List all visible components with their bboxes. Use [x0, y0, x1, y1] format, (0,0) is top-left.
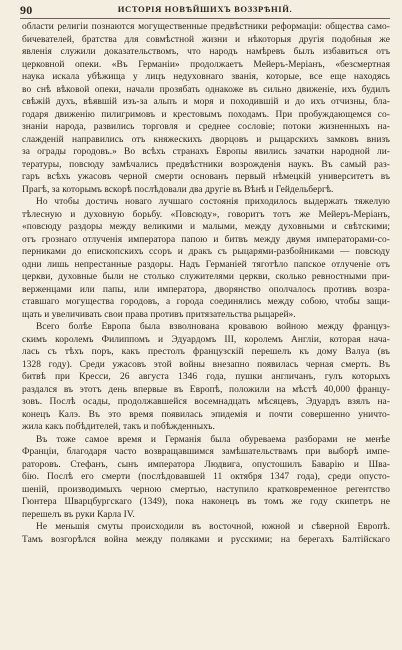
text-line: отъ грознаго отлученія императора папою и битвъ между двумя императорами-со- [22, 234, 390, 245]
page-number: 90 [20, 3, 33, 17]
text-line: церковной опеки. «Въ Германіи» продолжаетъ Мейеръ-Меріанъ, «безсмертная [22, 59, 390, 70]
text-line: за ограды городовъ.» Во всѣхъ странахъ Европы явились зачатки народной ли- [22, 147, 390, 157]
text-line: верженцами или папы, или императора, дворянство ополчалось противъ возра- [22, 284, 390, 295]
text-line: во снѣ вѣковой опеки, начали прозябать однакоже въ сильно движеніе, ихъ будилъ [22, 84, 390, 95]
text-line: Гюнтера Шварцбургскаго (1349), пока наконецъ въ томъ же году скипетръ не [22, 497, 390, 507]
text-line: Прагѣ, за которымъ вскорѣ послѣдовали два другіе въ Вѣнѣ и Гейдельбергѣ. [22, 184, 334, 195]
text-line: битвѣ при Кресси, 26 августа 1346 года, пушки англичанъ, гулъ которыхъ [22, 372, 390, 382]
text-line: Тамъ возгорѣлся война между поляками и русскими; на берегахъ Балтійскаго [22, 534, 390, 545]
text-line: тѣлесную и духовную борьбу. «Повсюду», говоритъ тотъ же Мейеръ-Меріанъ, [22, 209, 390, 220]
text-line: раздался въ этотъ день впервые въ Европѣ, положили на мѣстѣ 40,000 францу- [22, 384, 390, 395]
text-line: одни лишь непрестанные раздоры. Надъ Германіей тяготѣло папское отлученіе отъ [22, 259, 390, 270]
text-line: конецъ Калэ. Въ это время появилась эпидемія и почти совершенно уничто- [22, 409, 390, 420]
text-line: 1328 году). Среди ужасовъ этой войны внезапно появилась черная смерть. Въ [22, 359, 390, 370]
text-line: перешелъ въ руки Карла IV. [22, 509, 135, 520]
text-line: Всего болѣе Европа была взволнована кровавою войною между француз- [36, 322, 390, 332]
text-line: щать и увеличивать свои права противъ притязательства рыцарей». [22, 309, 296, 320]
text-line: раторовъ. Стефанъ, сынъ императора Людвига, опустошилъ Баварію и Шва- [22, 459, 390, 470]
text-line: знаніи народа, развились торговля и среднее сословіе; потоки жизненныхъ на- [22, 122, 390, 132]
text-line: церкви, духовные были не столько служителями церкви, сколько ревностными при- [22, 272, 390, 282]
text-line: годаря движенію пилигримовъ и крестовымъ походамъ. При пробуждающемся со- [22, 109, 390, 120]
text-line: явленія служили доказательствомъ, что народъ намѣревъ былъ избавиться отъ [22, 47, 390, 57]
text-line: слажденій направились отъ княжескихъ дворцовъ и рыцарскихъ замковъ внизъ [22, 134, 390, 145]
header-rule [20, 18, 390, 19]
text-line: Не меньшія смуты происходили въ восточной, южной и сѣверной Европѣ. [36, 522, 390, 532]
running-title: ИСТОРІЯ НОВѢЙШИХЪ ВОЗЗРѢНІЙ. [117, 4, 293, 14]
text-line: перниками до епископскихъ ссоръ и дракъ съ рыцарями-разбойниками — повсюду [22, 247, 390, 257]
text-line: лась съ тѣхъ поръ, какъ престолъ французскій перешелъ къ дому Валуа (въ [22, 347, 390, 357]
text-line: бію. Послѣ его смерти (послѣдовавшей 11 октября 1347 года), среди опусто- [22, 472, 390, 482]
text-line: шеній, производимыхъ черною смертью, наступило кратковременное регентство [22, 484, 390, 495]
text-line: скимъ королемъ Филиппомъ и Эдуардомъ III, королемъ Англіи, которая нача- [22, 334, 390, 345]
text-line: бичевателей, братства для совмѣстной жизни и нѣкоторыя другія подобныя же [22, 34, 390, 45]
text-line: «повсюду раздоры между великими и малыми, между духовными и свѣтскими; [22, 222, 390, 232]
text-line: зовъ. Послѣ осады, продолжавшейся восемнадцать мѣсяцевъ, Эдуардъ взялъ на- [22, 397, 390, 407]
text-line: Но чтобы достичь новаго лучшаго состоянія приходилось выдержать тяжелую [36, 197, 390, 207]
text-line: жила какъ побѣдителей, такъ и побѣжденныхъ. [22, 422, 215, 432]
text-line: гаръ всѣхъ ужасовъ черной смерти основанъ первый нѣмецкій университетъ въ [22, 172, 390, 182]
text-line: тературы, повсюду замѣчались предвѣстники возрожденія наукъ. Въ самый раз- [22, 159, 390, 170]
text-line: области религіи познаются могущественные предвѣстники реформаціи: общества само- [22, 22, 390, 32]
page-header [20, 3, 390, 19]
text-line: Въ тоже самое время и Германія была обуреваема разборами не менѣе [36, 434, 390, 445]
text-line: ставшаго могущества городовъ, а города соединялись между собою, чтобы защи- [22, 297, 390, 307]
text-line: свѣжій духъ, вѣявшій изъ-за альпъ и моря и походившій и до ихъ отчизны, бла- [22, 97, 390, 107]
text-line: наука искала убѣжища у лицъ недуховнаго званія, которые, все еще находясь [22, 72, 390, 82]
text-line: Франціи, благодаря часто возвращавшимся замѣшательствамъ при выборѣ импе- [22, 447, 390, 457]
body-text [22, 21, 390, 546]
